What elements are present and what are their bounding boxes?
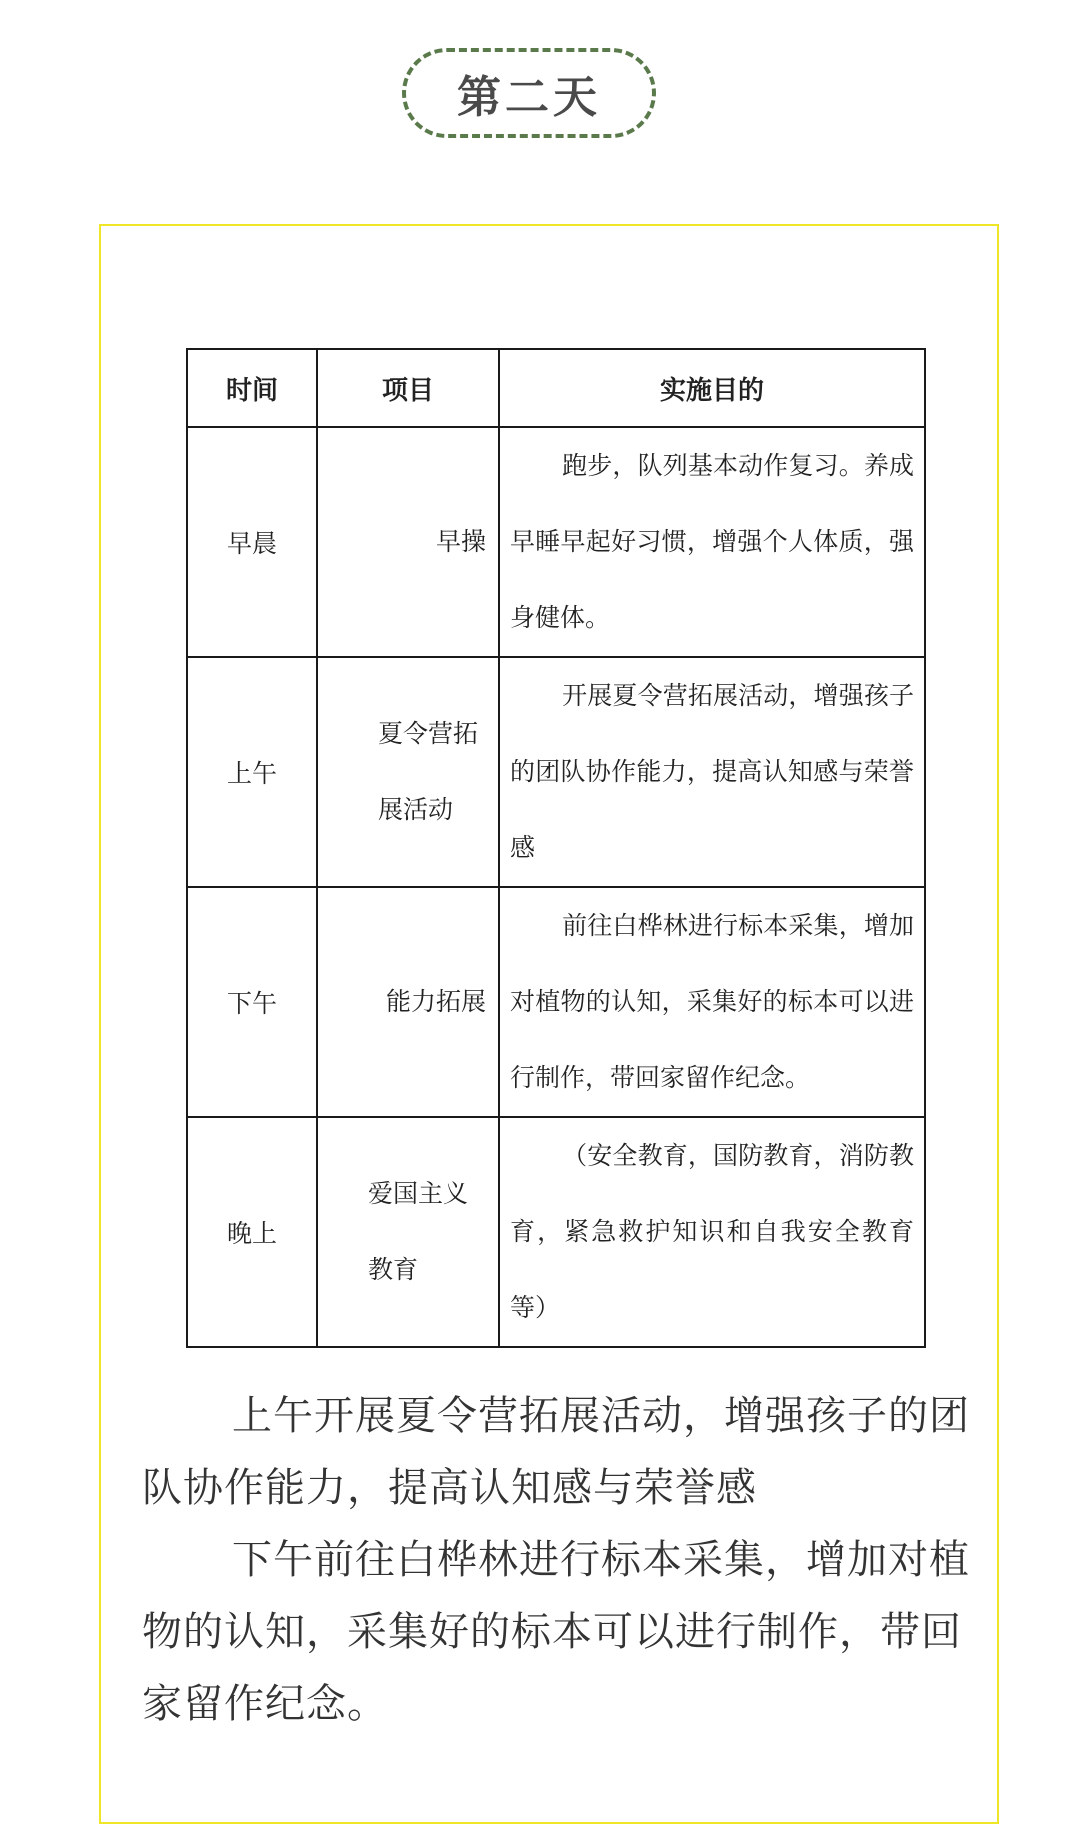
cell-time: 晚上 — [187, 1117, 317, 1347]
cell-goal — [499, 1117, 925, 1347]
header-goal: 实施目的 — [499, 349, 925, 427]
goal-text: （安全教育，国防教育，消防教育，紧急救护知识和自我安全教育等） — [510, 1141, 914, 1322]
cell-time: 上午 — [187, 657, 317, 887]
cell-item: 爱国主义教育 — [317, 1117, 499, 1347]
goal-text: 前往白桦林进行标本采集，增加对植物的认知，采集好的标本可以进行制作，带回家留作纪念。 — [510, 911, 914, 1092]
cell-time: 早晨 — [187, 427, 317, 657]
table-row — [187, 427, 925, 657]
body-paragraph-2 — [142, 1524, 972, 1740]
day-title-badge — [402, 48, 656, 138]
table-header-row — [187, 349, 925, 427]
cell-item: 夏令营拓展活动 — [317, 657, 499, 887]
cell-goal — [499, 657, 925, 887]
cell-goal — [499, 427, 925, 657]
day-title: 第二天 — [457, 72, 601, 123]
cell-goal — [499, 887, 925, 1117]
header-item: 项目 — [317, 349, 499, 427]
table-row — [187, 887, 925, 1117]
cell-item: 能力拓展 — [317, 887, 499, 1117]
header-time: 时间 — [187, 349, 317, 427]
schedule-table — [186, 348, 926, 1348]
goal-text: 跑步，队列基本动作复习。养成早睡早起好习惯，增强个人体质，强身健体。 — [510, 451, 914, 632]
table-row — [187, 1117, 925, 1347]
paragraph-2-text: 下午前往白桦林进行标本采集，增加对植物的认知，采集好的标本可以进行制作，带回家留作纪念。 — [142, 1537, 970, 1727]
goal-text: 开展夏令营拓展活动，增强孩子的团队协作能力，提高认知感与荣誉感 — [510, 681, 914, 862]
cell-item: 早操 — [317, 427, 499, 657]
body-paragraph-1 — [142, 1380, 972, 1524]
paragraph-1-text: 上午开展夏令营拓展活动，增强孩子的团队协作能力，提高认知感与荣誉感 — [142, 1393, 970, 1511]
cell-time: 下午 — [187, 887, 317, 1117]
table-row — [187, 657, 925, 887]
